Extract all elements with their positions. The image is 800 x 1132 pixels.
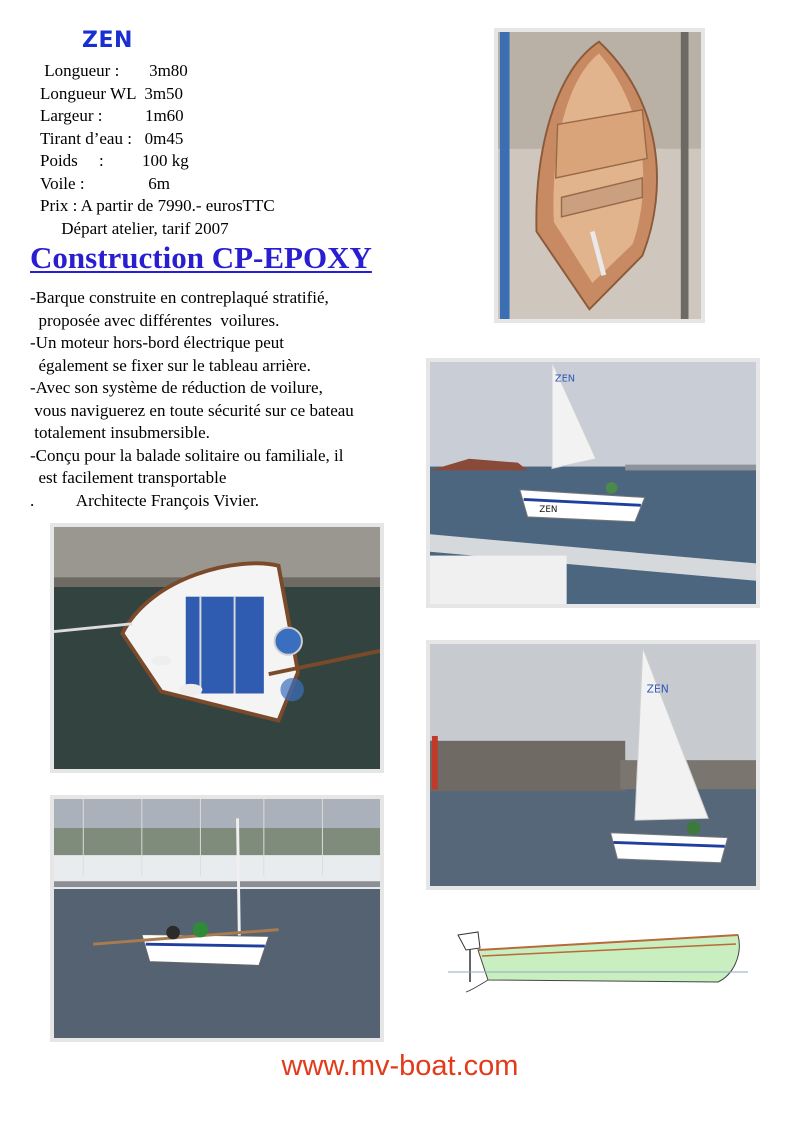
boat-title: ZEN (82, 28, 133, 53)
spec-list (40, 60, 275, 240)
photo-hull-workshop (494, 28, 705, 323)
spec-draft: Tirant d’eau : 0m45 (40, 128, 184, 148)
desc-line: . Architecte François Vivier. (30, 490, 260, 510)
description (30, 287, 430, 512)
hull-line-drawing (448, 920, 748, 1000)
website-url[interactable]: www.mv-boat.com (281, 1050, 519, 1082)
construction-heading: Construction CP-EPOXY (30, 240, 372, 275)
photo-capsized-test (50, 523, 384, 773)
spec-sail: Voile : 6m (40, 173, 171, 193)
spec-price: Prix : A partir de 7990.- eurosTTC (40, 196, 275, 215)
desc-line: totalement insubmersible. (30, 423, 210, 442)
desc-line: vous naviguerez en toute sécurité sur ce bateau (30, 400, 354, 420)
desc-line: -Avec son système de réduction de voilure, (30, 378, 323, 397)
sail-marking-text: ZEN (554, 373, 576, 385)
spec-weight: Poids : 100 kg (40, 151, 189, 170)
desc-line: proposée avec différentes voilures. (30, 310, 280, 330)
photo-breakwater-sailing (426, 640, 760, 890)
photo-sailing-sea (426, 358, 760, 608)
spec-length: Longueur : 3m80 (40, 61, 188, 80)
spec-beam: Largeur : 1m60 (40, 106, 184, 125)
desc-line: également se fixer sur le tableau arrière. (30, 355, 311, 375)
sail-marking-text-2: ZEN (646, 682, 669, 696)
spec-waterline-length: Longueur WL 3m50 (40, 83, 184, 103)
desc-line: -Conçu pour la balade solitaire ou familiale, il (30, 445, 344, 465)
photo-marina-rowing (50, 795, 384, 1042)
desc-line: est facilement transportable (30, 468, 227, 487)
spec-price-note: Départ atelier, tarif 2007 (40, 218, 229, 238)
desc-line: -Barque construite en contreplaqué stratifié, (30, 288, 329, 307)
desc-line: -Un moteur hors-bord électrique peut (30, 333, 284, 352)
hull-name-text: ZEN (539, 505, 558, 516)
